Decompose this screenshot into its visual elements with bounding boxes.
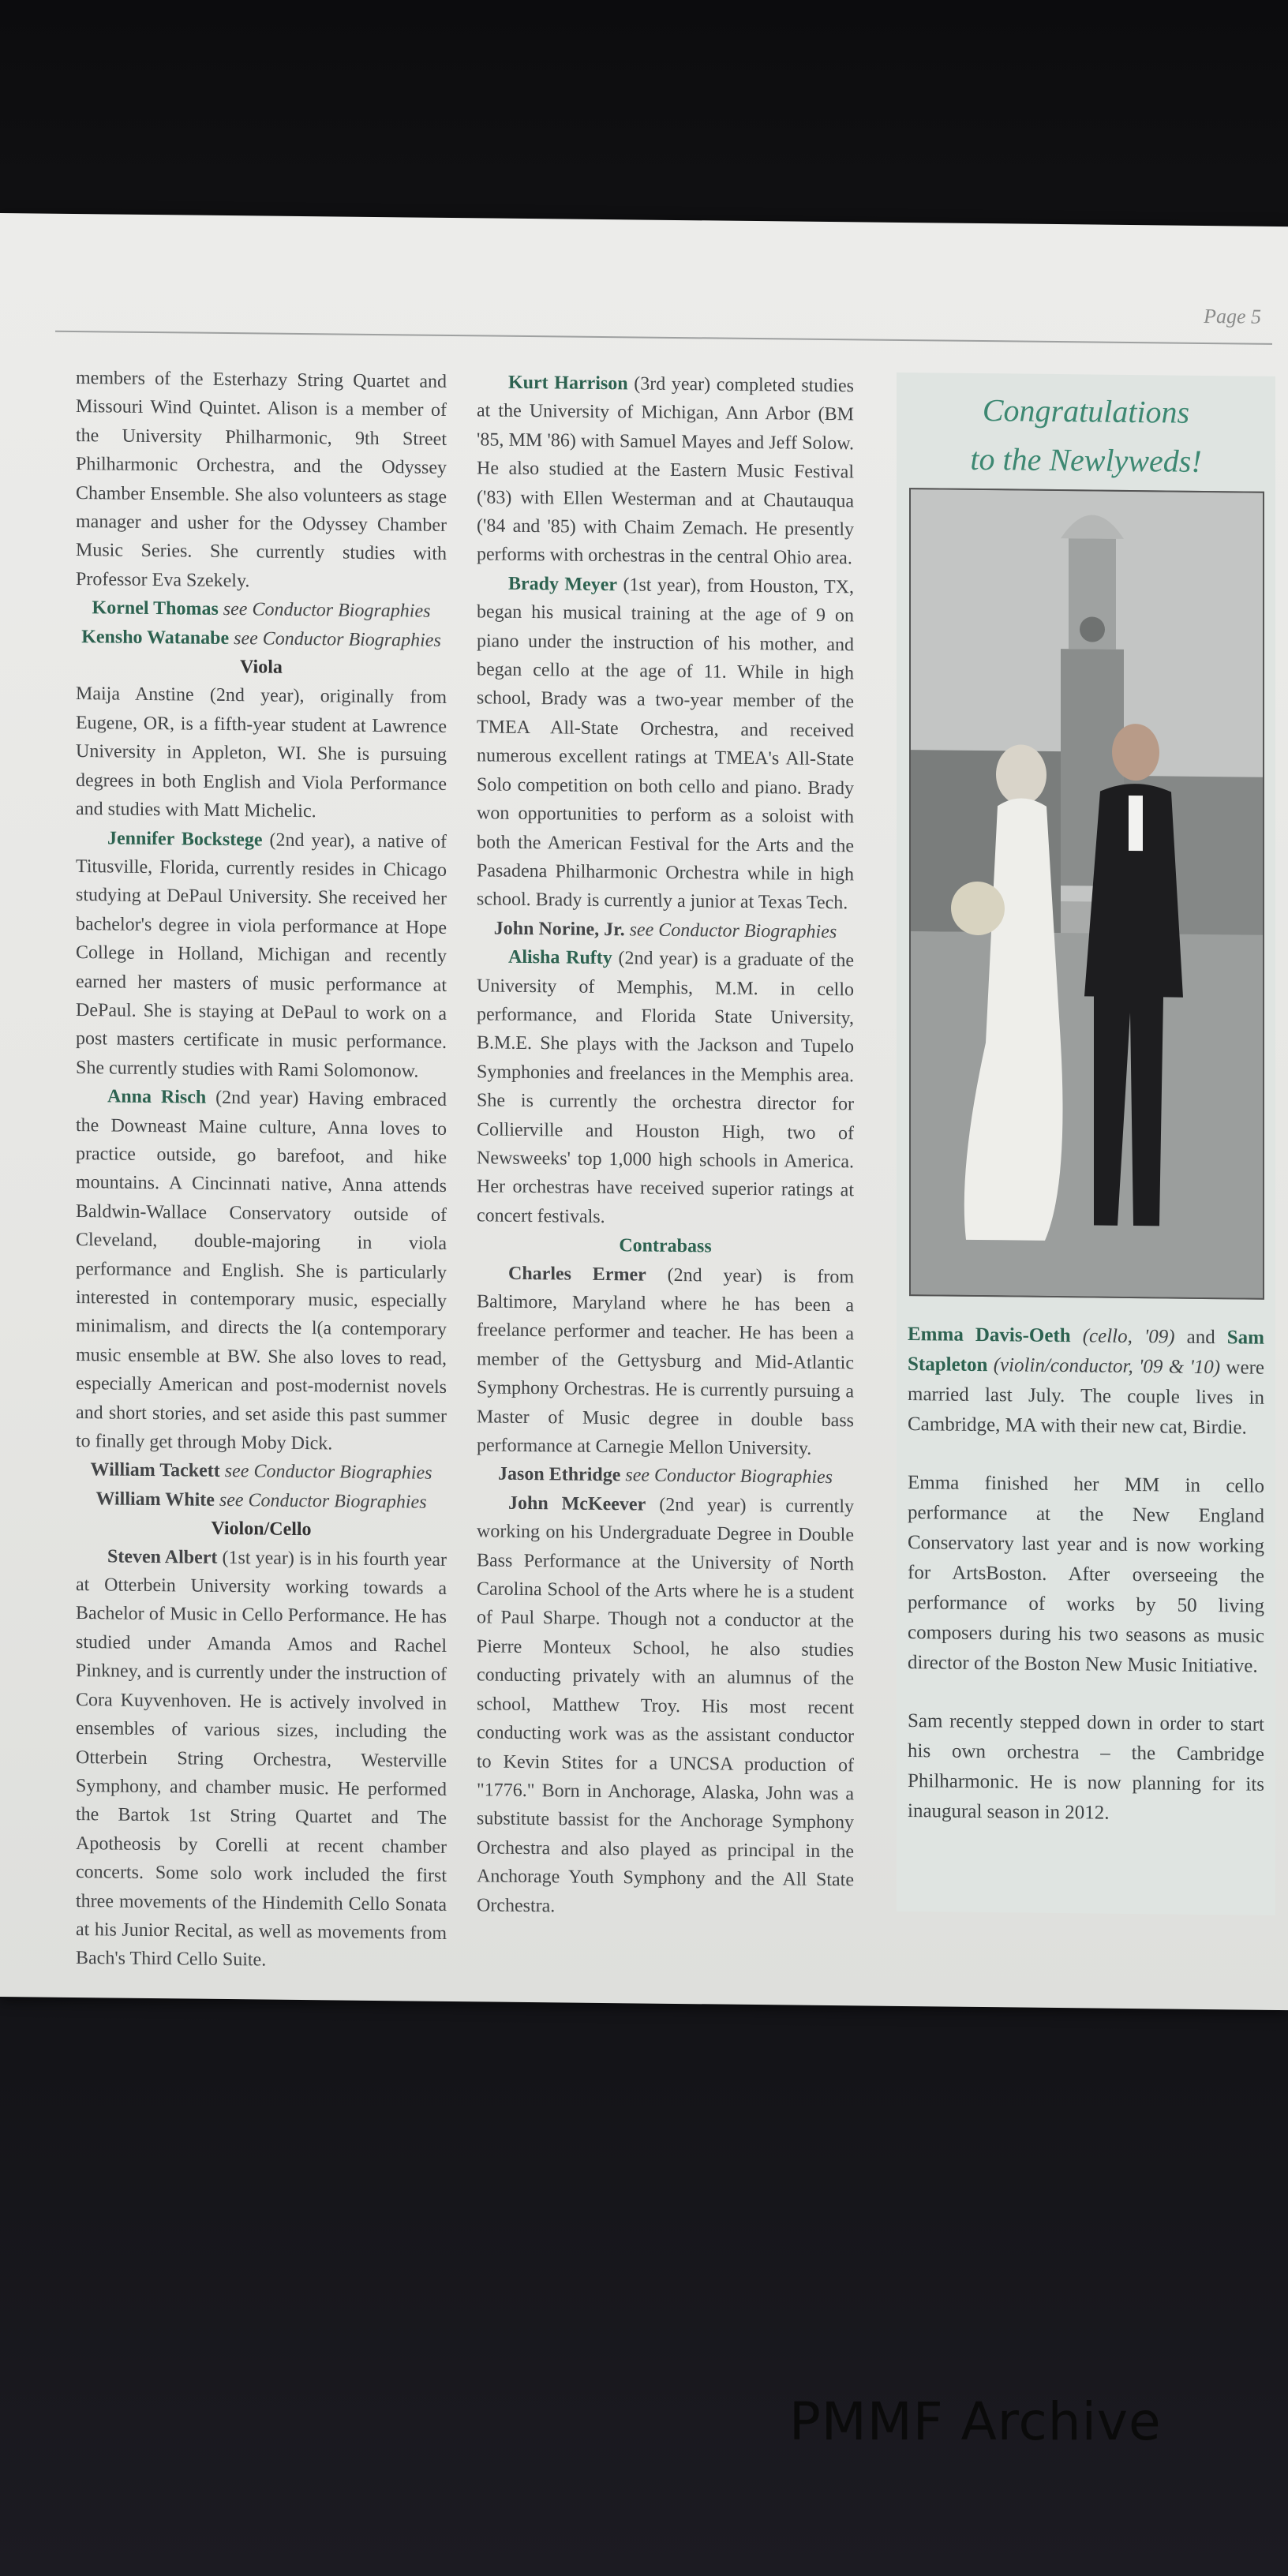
column-2 — [477, 368, 854, 1923]
column-1 — [76, 364, 447, 1977]
bio-paragraph: John McKeever (2nd year) is currently working on his Undergraduate Degree in Double Bass Performance at the University of North Carolina School of the Arts where he is a student of Paul Sharpe. Though not a conductor at the Pierre Monteux School, he also studies conducting privately with an alumnus of the school, Matthew Troy. His most recent conducting work was as the assistant conductor to Kevin Stites for a UNCSA production of "1776." Born in Anchorage, Alaska, John was a substitute bassist for the Anchorage Symphony Orchestra and also played as principal in the Anchorage Youth Symphony and the All State Orchestra. — [477, 1492, 855, 1916]
archive-watermark: PMMF Archive — [789, 2391, 1162, 2452]
bio-reference: Kornel Thomas see Conductor Biographies — [92, 597, 431, 622]
bio-paragraph: Alisha Rufty (2nd year) is a graduate of the University of Memphis, M.M. in cello performance, and Florida State University, B.M.E. She plays with the Jackson and Tupelo Symphonies and freelances in the Memphis area. She is currently the orchestra director for Collierville and Houston High, two of Newsweeks' top 1,000 high schools in America. Her orchestras have received superior ratings at concert festivals. — [477, 946, 854, 1227]
header-rule — [55, 331, 1272, 345]
sidebar-text — [908, 1320, 1264, 1859]
bio-paragraph: Maija Anstine (2nd year), originally from Eugene, OR, is a fifth-year student at Lawrence University in Appleton, WI. She is pursuing degrees in both English and Viola Performance and studies with Matt Michelic. — [76, 683, 447, 822]
newsletter-page — [0, 213, 1288, 2010]
bio-paragraph: Anna Risch (2nd year) Having embraced the Downeast Maine culture, Anna loves to practice outside, go barefoot, and hike mountains. A Cincinnati native, Anna attends Baldwin-Wallace Conservatory outside of Cleveland, double-majoring in viola performance and English. She is particularly interested in contemporary music, especially minimalism, and directs the l(a contemporary music ensemble at BW. She also loves to read, especially American and post-modernist novels and short stories, and set aside this past summer to finally get through Moby Dick. — [76, 1086, 447, 1455]
sidebar-paragraph: Emma finished her MM in cello performance at the New England Conservatory last year and is now working for ArtsBoston. After overseeing the performance of works by 50 living composers during his two seasons as music director of the Boston New Music Initiative. — [908, 1472, 1264, 1677]
wedding-caption: Emma Davis-Oeth (cello, '09) and Sam Stapleton (violin/conductor, '09 & '10) were married last July. The couple lives in Cambridge, MA with their new cat, Birdie. — [908, 1324, 1264, 1439]
bio-reference: John Norine, Jr. see Conductor Biographies — [493, 918, 837, 942]
bio-reference: Kensho Watanabe see Conductor Biographies — [81, 626, 441, 651]
bio-paragraph: Kurt Harrison (3rd year) completed studies at the University of Michigan, Ann Arbor (BM '85, MM '86) with Samuel Mayes and Jeff Solow. He also studied at the Eastern Music Festival ('83) with Ellen Westerman and at Chautauqua ('84 and '85) with Chaim Zemach. He presently performs with orchestras in the central Ohio area. — [477, 372, 854, 569]
bio-reference: Jason Ethridge see Conductor Biographies — [498, 1464, 833, 1488]
bio-paragraph: Jennifer Bockstege (2nd year), a native of Titusville, Florida, currently resides in Chicago studying at DePaul University. She received her bachelor's degree in viola performance at Hope College in Holland, Michigan and recently earned her masters of music performance at DePaul. She is staying at DePaul to work on a post masters certificate in music performance. She currently studies with Rami Solomonow. — [76, 827, 447, 1082]
page-number: Page 5 — [1204, 304, 1261, 328]
bio-paragraph: Steven Albert (1st year) is in his fourth year at Otterbein University working towards a Bachelor of Music in Cello Performance. He has studied under Amanda Amos and Rachel Pinkney, and is currently under the instruction of Cora Kuyvenhoven. He is actively involved in ensembles of various sizes, including the Otterbein String Orchestra, Westerville Symphony, and chamber music. He performed the Bartok 1st String Quartet and The Apotheosis by Corelli at recent chamber concerts. Some solo work included the first three movements of the Hindemith Cello Sonata at his Junior Recital, as well as movements from Bach's Third Cello Suite. — [76, 1546, 447, 1971]
sidebar-paragraph: Sam recently stepped down in order to start his own orchestra – the Cambridge Philharmonic. He is now planning for its inaugural season in 2012. — [908, 1710, 1264, 1824]
wedding-photo — [909, 488, 1264, 1300]
bio-reference: William Tackett see Conductor Biographies — [90, 1459, 432, 1485]
section-heading-contrabass: Contrabass — [619, 1235, 712, 1257]
bio-reference: William White see Conductor Biographies — [95, 1488, 427, 1513]
bio-paragraph: members of the Esterhazy String Quartet and Missouri Wind Quintet. Alison is a member of the University Philharmonic, 9th Street Philharmonic Orchestra, and the Odyssey Chamber Ensemble. She also volunteers as stage manager and usher for the Odyssey Chamber Music Series. She currently studies with Professor Eva Szekely. — [76, 368, 447, 592]
section-heading-viola: Viola — [240, 657, 283, 678]
section-heading-cello: Violon/Cello — [211, 1518, 312, 1541]
bio-paragraph: Brady Meyer (1st year), from Houston, TX, began his musical training at the age of 9 on piano under the instruction of his mother, and began cello at the age of 11. While in high school, Brady was a two-year member of the TMEA All-State Orchestra, and received numerous excellent ratings at TMEA's All-State Solo competition on both cello and piano. Brady won opportunities to perform as a soloist with both the American Festival for the Arts and the Pasadena Philharmonic Orchestra while in high school. Brady is currently a junior at Texas Tech. — [477, 573, 854, 914]
bio-paragraph: Charles Ermer (2nd year) is from Baltimore, Maryland where he has been a freelance performer and teacher. He has been a member of the Gettysburg and Mid-Atlantic Symphony Orchestras. He is currently pursuing a Master of Music degree in double bass performance at Carnegie Mellon University. — [477, 1263, 854, 1459]
newlyweds-sidebar — [897, 373, 1275, 1915]
sidebar-title: Congratulations to the Newlyweds! — [970, 392, 1202, 479]
